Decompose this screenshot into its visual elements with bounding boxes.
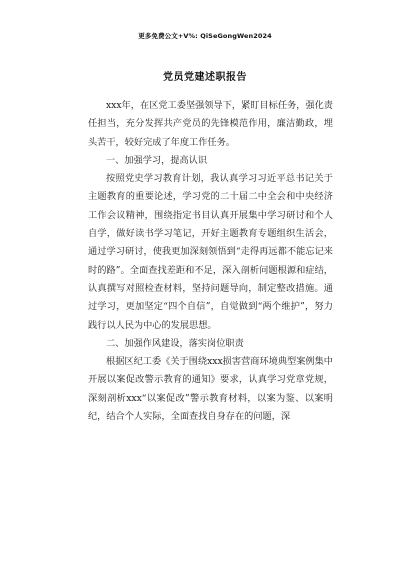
paragraph-study: 按照党史学习教育计划，我认真学习习近平总书记关于主题教育的重要论述，学习党的二十届二中全会和中央经济工作会议精神，围绕指定书目认真开展集中学习研讨和个人自学，做好读书学习笔记，开好主题教育专题组织生活会，通过学习研讨，使我更加深刻领悟到“走得再远都不能忘记来时的路”。全面查找差距和不足，深入剖析问题根源和症结，认真撰写对照检查材料，坚持问题导向，制定整改措施。通过学习，更加坚定“四个自信”，自觉做到“两个维护”，努力践行以人民为中心的发展思想。 (88, 173, 333, 331)
header-note: 更多免费公文+V%: QiSeGongWen2024 (138, 32, 272, 40)
document-body (88, 97, 333, 426)
paragraph-conduct: 根据区纪工委《关于围绕xxx损害营商环境典型案例集中开展以案促改警示教育的通知》要求，认真学习党章党规，深刻剖析xxx“以案促改”警示教育材料，以案为鉴、以案明纪，结合个人实际，全面查找自身存在的问题，深 (88, 356, 333, 423)
paragraph-intro: xxx年，在区党工委坚强领导下，紧盯目标任务，强化责任担当，充分发挥共产党员的先锋模范作用，廉洁勤政，埋头苦干，较好完成了年度工作任务。 (88, 100, 333, 148)
section-heading-1: 一、加强学习，提高认识 (106, 154, 208, 166)
section-heading-2: 二、加强作风建设，落实岗位职责 (106, 337, 244, 349)
document-title: 党员党建述职报告 (163, 72, 247, 83)
